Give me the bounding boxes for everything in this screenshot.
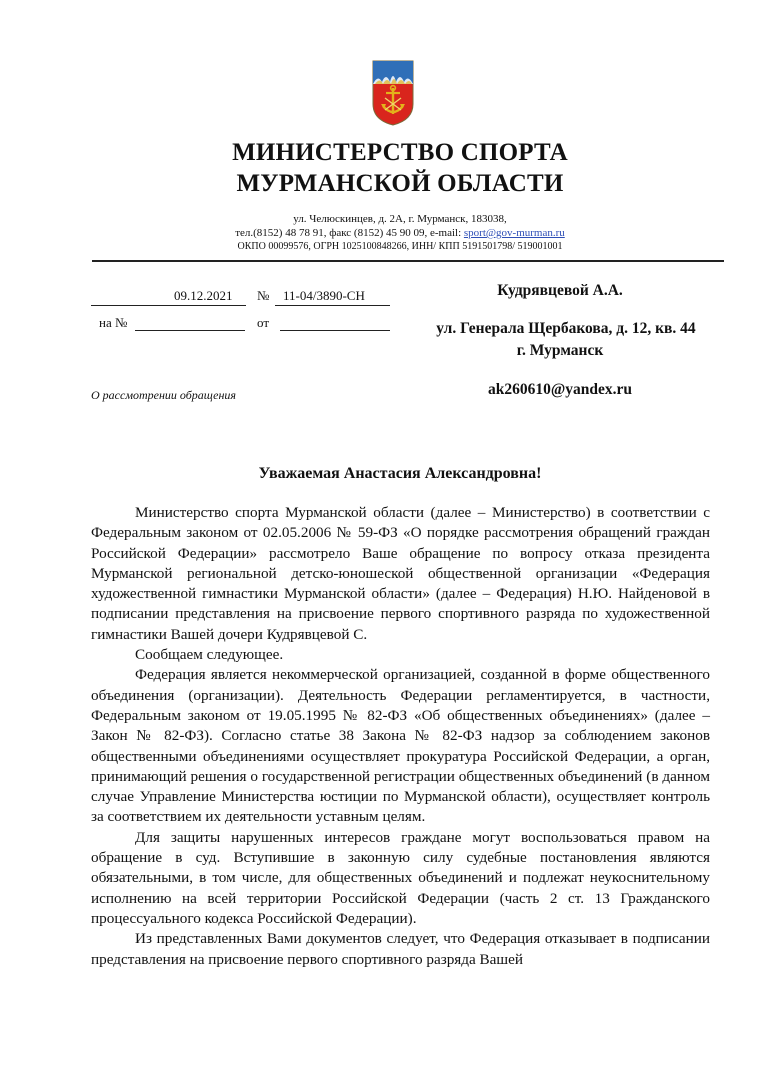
recipient-city: г. Мурманск (516, 342, 604, 359)
ministry-address: ул. Челюскинцев, д. 2А, г. Мурманск, 183038, (293, 213, 507, 225)
greeting: Уважаемая Анастасия Александровна! (258, 465, 542, 482)
letter-subject: О рассмотрении обращения (91, 388, 237, 402)
recipient-name: Кудрявцевой А.А. (497, 282, 623, 299)
body-paragraph: Для защиты нарушенных интересов граждане могут воспользоваться правом на обращение в суд. Вступившие в законную силу судебные постановления являются обязательными, в том числе, для общественных объединений и подлежат неукоснительному исполнению на всей территории Российской Федерации (часть 2 ст. 13 Гражданского процессуального кодекса Российской Федерации). (91, 828, 710, 927)
number-label: № (257, 288, 270, 303)
from-underline (280, 330, 390, 331)
ministry-title-line2: МУРМАНСКОЙ ОБЛАСТИ (236, 170, 564, 197)
header-divider (92, 260, 724, 262)
recipient-street: ул. Генерала Щербакова, д. 12, кв. 44 (436, 320, 696, 337)
body-paragraph: Федерация является некоммерческой организацией, созданной в форме общественного объединения (организации). Деятельность Федерации регламентируется, в частности, Федеральным законом от 19.05.1995 № 82-ФЗ «Об общественных объединениях» (далее – Закон № 82-ФЗ). Согласно статье 38 Закона № 82-ФЗ надзор за соблюдением законов общественными объединениями осуществляет прокуратура Российской Федерации, а орган, принимающий решения о государственной регистрации общественных объединений (в данном случае Управление Министерства юстиции по Мурманской области), осуществляет контроль за соответствием их деятельности уставным целям. (91, 666, 710, 826)
date-underline (91, 305, 246, 306)
ministry-phone-email (0, 226, 763, 240)
letter-date: 09.12.2021 (174, 288, 233, 303)
phone-fax-text: тел.(8152) 48 78 91, факс (8152) 45 90 09, e-mail: (235, 227, 464, 239)
recipient-email: ak260610@yandex.ru (487, 381, 633, 398)
murmansk-coat-of-arms-icon (372, 60, 414, 126)
ministry-title-line1: МИНИСТЕРСТВО СПОРТА (232, 139, 568, 166)
ministry-registration-codes: ОКПО 00099576, ОГРН 1025100848266, ИНН/ КПП 5191501798/ 519001001 (237, 241, 563, 252)
letter-number: 11-04/3890-СН (283, 288, 365, 303)
body-paragraph: Сообщаем следующее. (135, 646, 284, 664)
letter-body (91, 503, 710, 970)
body-paragraph: Из представленных Вами документов следует, что Федерация отказывает в подписании представления на присвоение первого спортивного разряда Вашей (91, 930, 710, 968)
body-paragraph: Министерство спорта Мурманской области (далее – Министерство) в соответствии с Федеральным законом от 02.05.2006 № 59-ФЗ «О порядке рассмотрения обращений граждан Российской Федерации» рассмотрело Ваше обращение по вопросу отказа президента Мурманской региональной детско-юношеской общественной организации «Федерация художественной гимнастики Мурманской области» (далее – Федерация) Н.Ю. Найденовой в подписании представления на присвоение первого спортивного разряда по художественной гимнастики Вашей дочери Кудрявцевой С. (91, 504, 710, 643)
number-underline (275, 305, 390, 306)
ministry-email-link[interactable]: sport@gov-murman.ru (463, 227, 565, 239)
reference-underline (135, 330, 245, 331)
reference-label: на № (99, 315, 128, 330)
from-label: от (257, 315, 270, 330)
